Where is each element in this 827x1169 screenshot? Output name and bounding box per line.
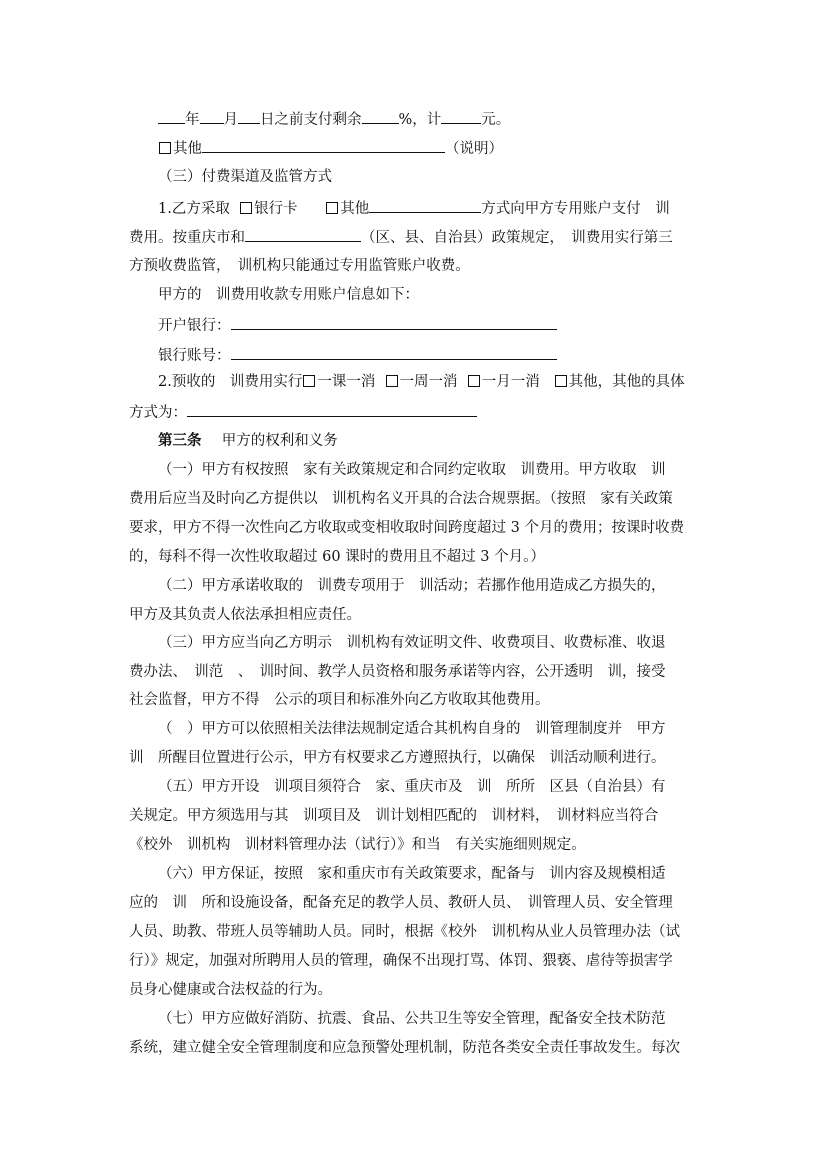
mode-detail-blank[interactable]	[187, 401, 477, 417]
paragraph-line: 《校外 训机构 训材料管理办法（试行）》和当 有关实施细则规定。	[129, 837, 586, 853]
bank-name-label: 开户银行：	[158, 318, 231, 334]
mode-detail-line	[129, 401, 477, 423]
paragraph-line: 甲方及其负责人依法承担相应责任。	[129, 607, 361, 623]
payment-deadline-line	[158, 108, 510, 130]
district-blank[interactable]	[245, 226, 361, 242]
paragraph-line: （三）甲方应当向乙方明示 训机构有效证明文件、收费项目、收费标准、收退	[158, 635, 666, 651]
policy-text-a: 费用。按重庆市和	[129, 230, 245, 246]
paragraph-line: 应的 训 所和设施设备，配备充足的教学人员、教研人员、 训管理人员、安全管理	[129, 895, 673, 911]
account-number-blank[interactable]	[231, 344, 557, 360]
bank-card-checkbox[interactable]	[240, 202, 252, 214]
other-mode-checkbox[interactable]	[555, 375, 567, 387]
account-number-label: 银行账号：	[158, 348, 231, 364]
paragraph-line: 行）》规定，加强对所聘用人员的管理，确保不出现打骂、体罚、猥亵、虐待等损害学	[129, 953, 673, 969]
mode-detail-label: 方式为：	[129, 405, 187, 421]
other-method-blank[interactable]	[369, 197, 481, 213]
other-blank[interactable]	[202, 137, 445, 153]
paragraph-line: （六）甲方保证，按照 家和重庆市有关政策要求，配备与 训内容及规模相适	[158, 866, 666, 882]
policy-text-b: （区、县、自治县）政策规定， 训费用实行第三	[361, 230, 673, 246]
per-month-checkbox[interactable]	[468, 375, 480, 387]
policy-line	[129, 226, 673, 248]
per-lesson-checkbox[interactable]	[303, 375, 315, 387]
other-payment-line	[158, 137, 503, 159]
other-checkbox[interactable]	[159, 142, 171, 154]
paragraph-line: 训 所醒目位置进行公示，甲方有权要求乙方遵照执行，以确保 训活动顺利进行。	[129, 750, 666, 766]
account-number-line	[158, 344, 557, 366]
remaining-label: 日之前支付剩余	[260, 112, 362, 128]
percent-blank[interactable]	[362, 108, 399, 124]
paragraph-line: （ ）甲方可以依照相关法律法规制定适合其机构自身的 训管理制度并 甲方	[158, 721, 666, 737]
explain-label: （说明）	[445, 141, 503, 157]
month-blank[interactable]	[200, 108, 224, 124]
paragraph-line: （七）甲方应做好消防、抗震、食品、公共卫生等安全管理，配备安全技术防范	[158, 1011, 666, 1027]
paragraph-line: 关规定。甲方须选用与其 训项目及 训计划相匹配的 训材料， 训材料应当符合	[129, 808, 659, 824]
paragraph-line: 员身心健康或合法权益的行为。	[129, 982, 332, 998]
other-mode-label: 其他，其他的具体	[568, 374, 685, 390]
paragraph-line: 费用后应当及时向乙方提供以 训机构名义开具的合法合规票据。（按照 家有关政策	[129, 491, 673, 507]
bank-name-blank[interactable]	[231, 314, 557, 330]
payment-method-line	[158, 197, 670, 219]
year-blank[interactable]	[158, 108, 185, 124]
day-blank[interactable]	[238, 108, 260, 124]
paragraph-line: 方预收费监管， 训机构只能通过专用监管账户收费。	[129, 258, 470, 274]
paragraph-line: 甲方的 训费用收款专用账户信息如下：	[158, 287, 419, 303]
section-heading-3: （三）付费渠道及监管方式	[158, 169, 332, 185]
paragraph-line: （二）甲方承诺收取的 训费专项用于 训活动；若挪作他用造成乙方损失的，	[158, 578, 666, 594]
per-lesson-label: 一课一消	[317, 374, 376, 390]
paragraph-line: 人员、助教、带班人员等辅助人员。同时，根据《校外 训机构从业人员管理办法（试	[129, 924, 680, 940]
paragraph-line: 的，每科不得一次性收取超过 60 课时的费用且不超过 3 个月。）	[129, 549, 545, 565]
paragraph-line: 要求，甲方不得一次性向乙方收取或变相收取时间跨度超过 3 个月的费用；按课时收费	[129, 520, 684, 536]
bank-card-label: 银行卡	[254, 201, 298, 217]
yuan-label: 元。	[481, 112, 511, 128]
other-method-label: 其他	[340, 201, 370, 217]
amount-blank[interactable]	[441, 108, 481, 124]
paragraph-line: 系统，建立健全安全管理制度和应急预警处理机制，防范各类安全责任事故发生。每次	[129, 1040, 680, 1056]
payment-method-text: 方式向甲方专用账户支付 训	[481, 201, 670, 217]
paragraph-line: （五）甲方开设 训项目须符合 家、重庆市及 训 所所 区县（自治县）有	[158, 779, 666, 795]
paragraph-line: （一）甲方有权按照 家有关政策规定和合同约定收取 训费用。甲方收取 训	[158, 462, 666, 478]
other-label: 其他	[173, 141, 202, 157]
article-3-heading	[158, 431, 338, 451]
month-label: 月	[223, 112, 238, 128]
other-method-checkbox[interactable]	[326, 202, 338, 214]
article-number: 第三条	[158, 432, 202, 449]
consumption-label: 2.预收的 训费用实行	[158, 374, 303, 390]
paragraph-line: 费办法、 训范 、 训时间、教学人员资格和服务承诺等内容，公开透明 训，接受	[129, 664, 666, 680]
year-label: 年	[185, 112, 200, 128]
payment-method-label: 1.乙方采取	[158, 201, 230, 217]
consumption-mode-line	[158, 372, 685, 392]
bank-name-line	[158, 314, 557, 336]
per-week-label: 一周一消	[399, 374, 458, 390]
per-month-label: 一月一消	[481, 374, 540, 390]
paragraph-line: 社会监督，甲方不得 公示的项目和标准外向乙方收取其他费用。	[129, 692, 550, 708]
percent-label: %，计	[398, 112, 442, 128]
per-week-checkbox[interactable]	[386, 375, 398, 387]
article-title: 甲方的权利和义务	[221, 433, 338, 449]
